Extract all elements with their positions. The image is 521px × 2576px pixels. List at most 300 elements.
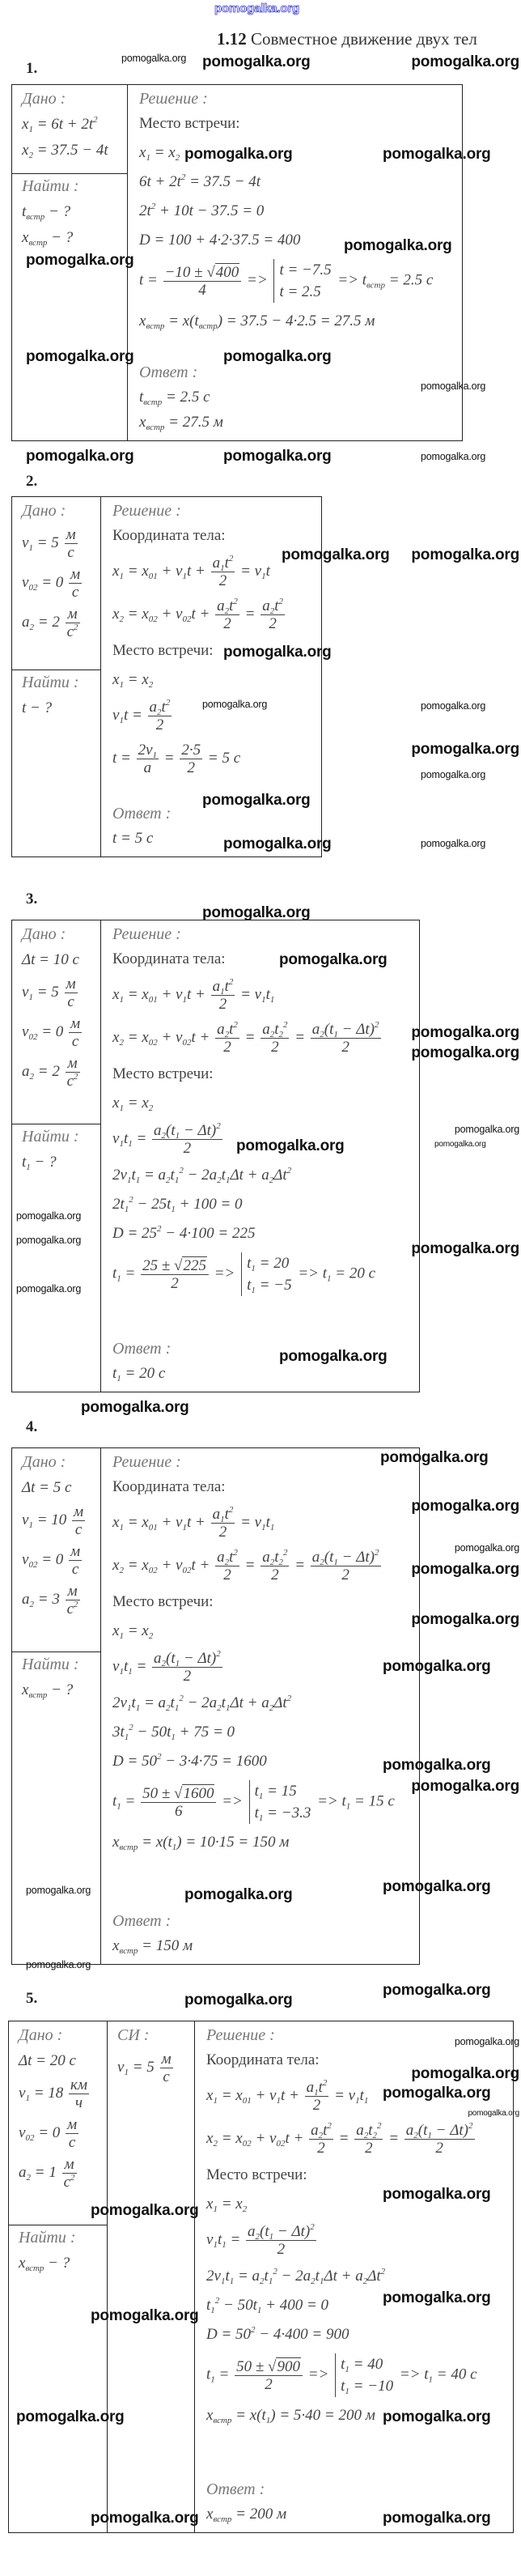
math-text: 25 ± <box>142 1256 175 1274</box>
math-text: 2 <box>435 2140 443 2157</box>
subscript: 1 <box>26 1163 31 1172</box>
superscript: 2 <box>216 1649 221 1659</box>
math-text: − 3·4·75 = 1600 <box>161 1753 267 1770</box>
subscript: 01 <box>242 2095 252 2106</box>
watermark: pomogalka.org <box>91 2202 199 2219</box>
case-row <box>279 259 331 281</box>
solution-line <box>112 1751 267 1772</box>
math-text: = a <box>140 1694 167 1711</box>
math-text: 2 <box>223 1566 231 1583</box>
case-row <box>255 1802 311 1824</box>
superscript: 2 <box>150 202 156 211</box>
fraction-denominator <box>69 1033 82 1050</box>
math-text: t <box>112 1792 117 1810</box>
math-text: => t <box>294 1265 327 1282</box>
watermark: pomogalka.org <box>411 1044 519 1061</box>
math-text: t = 5 с <box>112 830 154 847</box>
math-text: x <box>112 605 120 623</box>
math-text: = 37.5 − 4t <box>185 173 261 190</box>
subscript: 02 <box>148 1037 158 1048</box>
math-text: t + <box>186 562 210 580</box>
math-text: = 5 с <box>204 749 241 767</box>
subscript: 2 <box>320 1030 324 1039</box>
watermark: pomogalka.org <box>383 146 491 163</box>
solution-line <box>112 640 214 661</box>
fraction-denominator <box>260 1039 289 1056</box>
given-line <box>22 976 79 1010</box>
math-text: x <box>139 312 146 329</box>
watermark: pomogalka.org <box>26 1885 91 1896</box>
math-text: (t <box>417 2122 428 2139</box>
subscript: 1 <box>119 1666 124 1677</box>
math-text: v <box>22 533 29 551</box>
subscript: 2 <box>29 1599 34 1609</box>
answer-line <box>112 1936 193 1957</box>
math-text: Место встречи: <box>112 1065 214 1082</box>
superscript: 2 <box>228 1505 234 1515</box>
subscript: 2 <box>278 1030 283 1039</box>
superscript: 2 <box>228 977 234 987</box>
math-text: 2 <box>365 2140 373 2157</box>
fraction <box>354 2122 383 2157</box>
watermark: pomogalka.org <box>223 644 332 661</box>
subscript: 1 <box>225 1703 231 1713</box>
math-text: = 2 <box>34 613 64 631</box>
subscript: 01 <box>148 1522 158 1532</box>
math-text: D = 100 + 4·2·37.5 = 400 <box>139 232 301 249</box>
given-label: Дано : <box>22 1453 66 1471</box>
math-text: = 0 <box>37 1022 68 1040</box>
answer-section <box>112 1911 414 1961</box>
fraction-denominator <box>215 1566 239 1583</box>
fraction <box>311 1021 381 1056</box>
fraction-denominator <box>141 1803 216 1820</box>
subscript: 1 <box>182 994 187 1005</box>
math-text: x <box>22 229 29 246</box>
section-number: 1.12 <box>217 29 247 49</box>
fraction-denominator <box>211 572 235 589</box>
math-text: 2 <box>155 716 164 733</box>
answer-label: Ответ : <box>112 1340 172 1358</box>
math-text: 2 <box>218 1524 227 1541</box>
watermark: pomogalka.org <box>383 2408 491 2425</box>
subscript: 2 <box>269 1703 274 1713</box>
math-text: = 1 <box>31 2163 61 2181</box>
fraction <box>211 1506 235 1541</box>
math-text: (t <box>166 1650 176 1667</box>
math-text: 2 <box>223 615 231 632</box>
math-text: = 6t + 2t <box>32 116 94 133</box>
subscript: 1 <box>220 987 225 997</box>
fraction-numerator <box>141 1257 209 1275</box>
solution-line <box>139 230 300 251</box>
given-section <box>12 497 100 670</box>
math-text: t <box>161 699 166 716</box>
math-text: v <box>112 1657 120 1675</box>
math-text: a <box>217 1021 225 1038</box>
superscript: 2 <box>282 1020 288 1030</box>
math-text: с <box>74 1521 83 1538</box>
problem-table <box>11 920 420 1392</box>
fraction-denominator <box>69 1561 82 1578</box>
subscript: 1 <box>355 2095 360 2106</box>
math-text: Δt = 10 с <box>22 951 79 968</box>
fraction-numerator <box>260 597 285 615</box>
subscript: 2 <box>161 1659 167 1668</box>
fraction <box>305 2079 329 2114</box>
superscript: 2 <box>157 1752 162 1762</box>
math-text: x <box>206 2129 214 2147</box>
watermark: pomogalka.org <box>279 1348 388 1365</box>
watermark: pomogalka.org <box>411 1240 519 1257</box>
math-text: (t <box>260 2223 269 2240</box>
fraction <box>260 597 285 632</box>
math-text: t <box>368 2122 373 2139</box>
subscript: 1 <box>269 2232 274 2242</box>
math-text: = <box>132 1657 151 1675</box>
math-text: м <box>64 2156 74 2173</box>
fraction <box>69 1543 82 1578</box>
math-text: t + <box>280 2086 303 2104</box>
math-text: x <box>112 1028 120 1046</box>
watermark: pomogalka.org <box>81 1399 189 1416</box>
solution-line <box>206 2295 328 2316</box>
fraction <box>62 2156 77 2191</box>
watermark: pomogalka.org <box>184 1992 293 2009</box>
fraction-numerator <box>62 2156 77 2174</box>
subscript: 1 <box>128 1138 133 1149</box>
fraction-denominator <box>163 282 242 299</box>
subscript: 1 <box>128 1666 133 1677</box>
watermark: pomogalka.org <box>202 792 311 809</box>
subscript: 1 <box>116 1273 121 1284</box>
fraction <box>211 555 235 589</box>
subscript: 2 <box>175 153 180 163</box>
solution-line <box>206 2050 320 2071</box>
subscript: 1 <box>25 2093 30 2103</box>
given-line <box>19 2051 76 2072</box>
math-text: t <box>224 978 229 995</box>
solution-label: Решение : <box>112 1453 181 1471</box>
math-text: 2 <box>187 759 195 776</box>
given-label: Дано : <box>22 925 66 943</box>
math-text: − Δt) <box>180 1650 217 1667</box>
superscript: 2 <box>228 554 234 563</box>
math-text: + 100 = 0 <box>175 1196 243 1213</box>
subscript: 1 <box>261 571 266 581</box>
square-root-icon: √ <box>174 1784 183 1802</box>
math-text: a <box>22 613 30 631</box>
math-text: v <box>112 1129 120 1147</box>
solution-line <box>112 742 240 776</box>
solution-line <box>112 1592 214 1613</box>
subscript: 2 <box>119 1565 124 1575</box>
find-label: Найти : <box>22 1128 79 1146</box>
watermark: pomogalka.org <box>421 838 486 849</box>
math-text: t <box>224 555 229 572</box>
fraction-denominator <box>152 1668 222 1685</box>
fraction-numerator <box>66 606 80 623</box>
find-line <box>22 1680 73 1701</box>
math-text: x <box>206 2407 214 2424</box>
math-text: x <box>22 142 29 159</box>
solution-line <box>112 1093 153 1114</box>
watermark: pomogalka.org <box>383 2186 491 2203</box>
given-line <box>22 1583 82 1617</box>
square-root-icon: √ <box>206 263 215 281</box>
fraction <box>66 606 80 640</box>
fraction-denominator <box>260 615 285 632</box>
math-text: x <box>112 671 120 688</box>
subscript: 1 <box>119 571 124 581</box>
given-section <box>12 1448 100 1652</box>
watermark: pomogalka.org <box>282 546 390 563</box>
fraction <box>211 978 235 1013</box>
si-label: СИ : <box>117 2026 150 2044</box>
watermark: pomogalka.org <box>91 2510 199 2527</box>
superscript: 2 <box>233 1548 238 1558</box>
subscript: 1 <box>333 1030 338 1039</box>
fraction-denominator <box>211 1524 235 1541</box>
subscript: 1 <box>28 1520 33 1530</box>
math-text: t <box>264 2268 269 2285</box>
fraction-denominator <box>260 1566 289 1583</box>
math-text: 2 <box>171 1274 179 1292</box>
fraction-numerator <box>152 1650 222 1668</box>
math-text: − Δt) <box>180 1122 217 1139</box>
watermark: pomogalka.org <box>454 1542 519 1554</box>
solution-line <box>206 2266 385 2287</box>
watermark: pomogalka.org <box>223 348 332 365</box>
math-text: с <box>71 584 79 601</box>
math-text: x <box>139 144 146 161</box>
math-text: − ? <box>47 229 74 246</box>
math-text: = x <box>217 2196 243 2213</box>
math-text: − 2a <box>183 1167 218 1184</box>
math-text: t <box>206 2297 211 2314</box>
math-text: Место встречи: <box>206 2166 307 2183</box>
math-text: t = <box>112 749 135 767</box>
subscript: 02 <box>28 1559 38 1570</box>
math-text: = <box>121 1265 140 1282</box>
superscript: 2 <box>282 1548 288 1558</box>
math-text: − ? <box>44 203 71 220</box>
math-text: a <box>311 1549 320 1566</box>
subscript: 2 <box>213 2138 218 2149</box>
math-text: v <box>22 573 29 591</box>
math-text: с <box>63 2174 71 2191</box>
subscript: 02 <box>182 1037 192 1048</box>
solution-cases <box>335 2353 393 2397</box>
math-text: = 18 <box>29 2084 68 2102</box>
math-text: (t <box>324 1549 334 1566</box>
subscript: 1 <box>220 563 225 573</box>
solution-label: Решение : <box>112 925 181 943</box>
math-text: Δt <box>273 1694 287 1711</box>
watermark: pomogalka.org <box>26 348 134 365</box>
fraction-numerator <box>246 2223 316 2241</box>
given-line <box>22 1015 83 1050</box>
fraction <box>215 1549 239 1583</box>
math-text: 2 <box>317 2140 325 2157</box>
math-text: t <box>254 1804 259 1821</box>
math-text: t <box>224 1506 229 1523</box>
subscript: 1 <box>345 2365 349 2374</box>
math-text: a <box>262 1021 270 1038</box>
math-text: a <box>217 597 225 614</box>
subscript: 1 <box>314 2088 319 2098</box>
fraction <box>163 264 242 299</box>
watermark: pomogalka.org <box>411 53 519 70</box>
subscript: 2 <box>119 1037 124 1048</box>
math-text: = 2.5 с <box>162 389 210 406</box>
math-text: => t <box>396 2366 429 2383</box>
math-text: x <box>112 1095 120 1112</box>
watermark: pomogalka.org <box>16 1283 82 1294</box>
fraction-numerator <box>260 1021 289 1039</box>
answer-line <box>139 387 210 408</box>
math-text: t <box>265 985 270 1003</box>
subscript: 2 <box>224 606 230 616</box>
math-text: a <box>306 2079 315 2096</box>
math-text: − 2a <box>277 2268 311 2285</box>
math-text: t + <box>285 2129 308 2147</box>
watermark: pomogalka.org <box>434 1140 486 1149</box>
subscript: 1 <box>327 1273 332 1284</box>
math-text: с <box>67 993 74 1010</box>
fraction-denominator <box>66 1073 80 1090</box>
solution-line <box>112 1621 153 1642</box>
math-text: a <box>405 2122 414 2139</box>
fraction-numerator <box>65 526 78 544</box>
math-text: t <box>131 1694 136 1711</box>
solution-line <box>112 1693 291 1714</box>
page-title <box>217 29 477 49</box>
subscript: 2 <box>224 1558 230 1567</box>
superscript: 2 <box>180 172 186 182</box>
subscript: 2 <box>269 1558 275 1567</box>
math-text: + v <box>157 562 183 580</box>
solution-line <box>139 259 433 303</box>
fraction <box>69 566 82 601</box>
math-text: Δt <box>367 2268 381 2285</box>
watermark: pomogalka.org <box>383 2085 491 2102</box>
fraction <box>65 526 78 561</box>
math-text: a <box>22 1062 30 1080</box>
math-text: −10 ± <box>164 263 207 281</box>
math-text: => <box>243 271 272 289</box>
math-text: = 10 <box>32 1511 71 1528</box>
fraction-numerator <box>66 1583 80 1600</box>
superscript: 2 <box>310 2222 315 2232</box>
math-text: 2v <box>206 2268 221 2285</box>
math-text: м <box>70 566 81 583</box>
math-text: 6t + 2t <box>139 173 181 190</box>
math-text: = v <box>236 562 262 580</box>
math-text: t <box>318 2079 323 2096</box>
subscript: 2 <box>28 151 33 160</box>
given-line <box>22 950 79 971</box>
math-text: 2 <box>277 2241 286 2258</box>
case-row <box>341 2353 393 2375</box>
subscript: 1 <box>182 571 187 581</box>
subscript: 1 <box>182 1522 187 1532</box>
math-text: Δt = 5 с <box>22 1479 72 1496</box>
subscript: 1 <box>119 1522 124 1532</box>
math-text: Δt + a <box>230 1167 269 1184</box>
subscript: 2 <box>242 2204 248 2214</box>
subscript: 1 <box>268 2276 273 2286</box>
math-text: м <box>74 1503 84 1520</box>
fraction-denominator <box>354 2140 383 2157</box>
math-text: t − ? <box>22 699 53 716</box>
solution-line <box>139 172 260 193</box>
subscript: 02 <box>182 1565 192 1575</box>
subscript: 02 <box>276 2138 286 2149</box>
math-text: м <box>67 2116 78 2133</box>
fraction <box>148 699 172 733</box>
superscript: 2 <box>74 1072 78 1082</box>
solution-line <box>112 1122 224 1157</box>
math-text: = −3.3 <box>263 1804 311 1821</box>
answer-line <box>139 412 223 433</box>
given-label: Дано : <box>22 90 66 108</box>
math-text: − 2a <box>183 1694 218 1711</box>
math-text: 2 <box>341 1566 349 1583</box>
superscript: 2 <box>327 2121 332 2131</box>
math-text: = <box>214 2366 234 2383</box>
fraction-denominator <box>246 2241 316 2258</box>
math-text: = 200 м <box>231 2506 287 2523</box>
subscript: 02 <box>148 614 158 624</box>
fraction-denominator <box>211 996 235 1013</box>
subscript: 1 <box>319 2276 324 2286</box>
site-logo-watermark: pomogalka.org <box>214 2 299 15</box>
math-text: v <box>22 1511 29 1528</box>
math-text: t <box>323 2122 328 2139</box>
fraction-denominator <box>62 2174 77 2191</box>
subscript: встр <box>198 321 218 331</box>
math-text: t <box>225 2268 230 2285</box>
fraction-denominator <box>405 2140 475 2157</box>
subscript: 2 <box>255 2232 260 2242</box>
math-text: x <box>22 116 29 133</box>
superscript: 2 <box>286 1166 292 1175</box>
subscript: 1 <box>210 2306 215 2315</box>
math-text: Место встречи: <box>112 642 214 659</box>
fraction <box>66 1583 80 1617</box>
subscript: 2 <box>148 680 154 690</box>
subscript: 2 <box>413 2131 418 2140</box>
fraction <box>180 742 202 776</box>
math-text: = <box>240 1556 260 1574</box>
math-text: = 2 <box>34 1062 64 1080</box>
math-text: = 15 <box>263 1783 297 1800</box>
math-text: t <box>229 1021 234 1038</box>
si-column <box>108 2021 195 2532</box>
subscript: 1 <box>261 994 266 1005</box>
watermark: pomogalka.org <box>421 451 486 462</box>
math-text: t = −7.5 <box>279 261 332 278</box>
fraction-numerator <box>72 1503 85 1521</box>
math-text: с <box>68 2134 76 2151</box>
math-text: 2v <box>112 1167 127 1184</box>
fraction-denominator <box>180 759 202 776</box>
subscript: 1 <box>135 1175 141 1185</box>
case-row <box>255 1780 311 1802</box>
subscript: 1 <box>269 994 275 1005</box>
subscript: 1 <box>119 994 124 1005</box>
